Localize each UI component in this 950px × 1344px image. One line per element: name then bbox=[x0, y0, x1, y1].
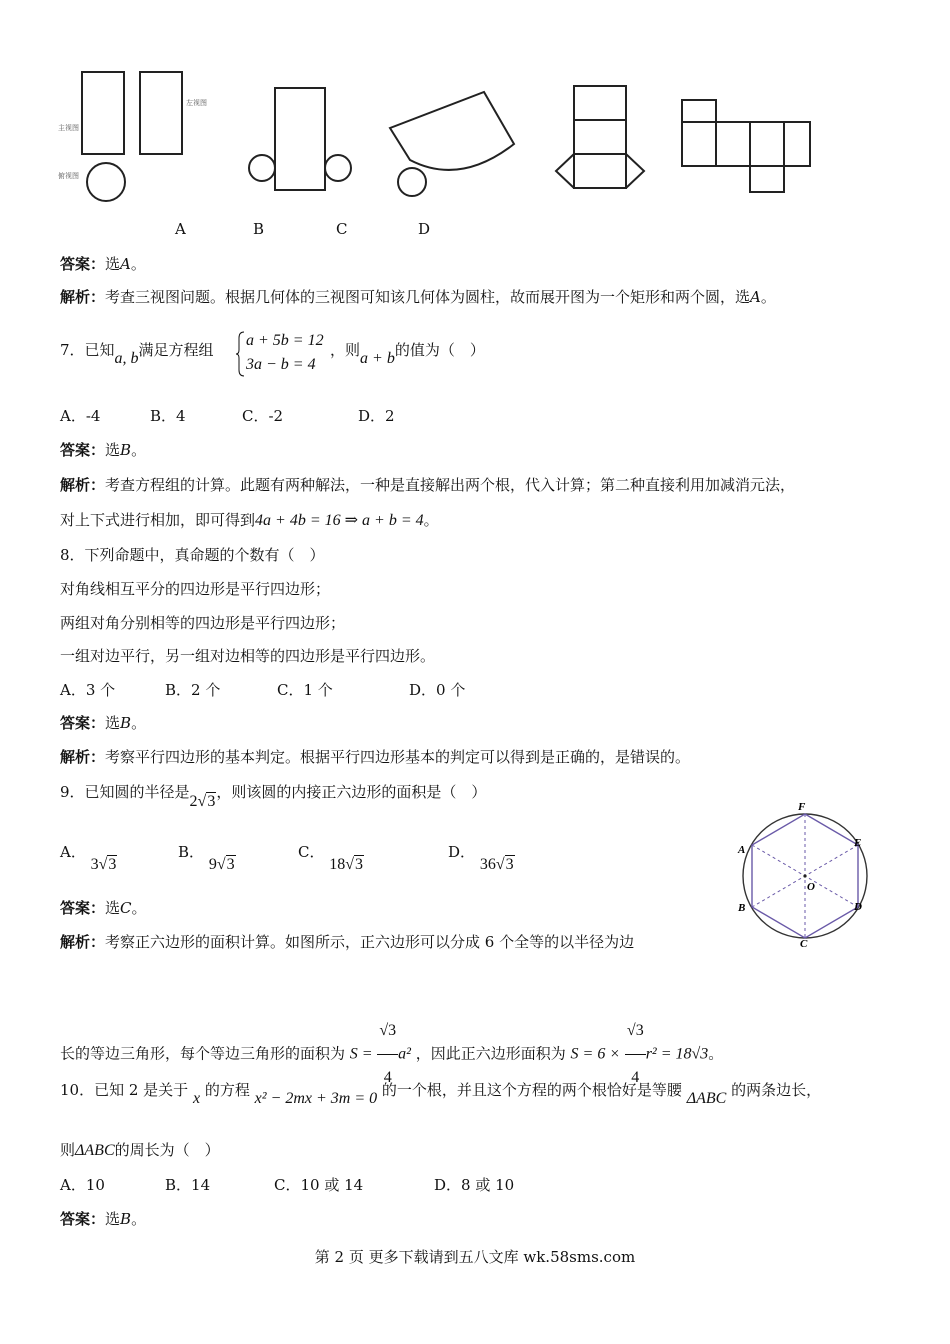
q9-option-b: B． 9√3 bbox=[178, 843, 235, 873]
q9-option-c: C． 18√3 bbox=[298, 843, 364, 873]
q8-option-c: C．1 个 bbox=[277, 681, 333, 699]
point-e: E bbox=[854, 837, 862, 849]
figure-label-d: D bbox=[418, 220, 431, 238]
q10-option-c: C．10 或 14 bbox=[274, 1176, 364, 1194]
q9-stem: 9．已知圆的半径是2√3，则该圆的内接正六边形的面积是（ ） bbox=[60, 783, 487, 810]
q9-option-a: A． 3√3 bbox=[60, 843, 117, 873]
figure-net-c bbox=[390, 92, 514, 196]
figure-label-b: B bbox=[253, 220, 265, 238]
point-a: A bbox=[738, 844, 746, 856]
q8-statement-1: 对角线相互平分的四边形是平行四边形； bbox=[60, 580, 331, 598]
point-b: B bbox=[738, 902, 746, 914]
brace-icon bbox=[236, 330, 246, 378]
figure-cube-net bbox=[682, 100, 810, 192]
q10-stem: 10．已知 2 是关于 x 的方程 x² − 2mx + 3m = 0 的一个根，并且这个方程的两个根恰好是等腰 ΔABC 的两条边长， bbox=[60, 1081, 822, 1107]
figure-net-d bbox=[556, 86, 644, 188]
figure-net-b bbox=[249, 88, 351, 190]
q9-answer: 答案：选C。 bbox=[60, 899, 147, 917]
q7-option-d: D．2 bbox=[358, 407, 395, 425]
point-c: C bbox=[800, 938, 808, 948]
q8-option-a: A．3 个 bbox=[60, 681, 116, 699]
figure-three-views bbox=[82, 72, 182, 201]
q7-answer: 答案：选B。 bbox=[60, 441, 147, 459]
q7-option-c: C．-2 bbox=[242, 407, 284, 425]
q8-statement-3: 一组对边平行，另一组对边相等的四边形是平行四边形。 bbox=[60, 647, 436, 665]
q9-analysis: 解析：考察正六边形的面积计算。如图所示，正六边形可以分成 6 个全等的以半径为边 bbox=[60, 933, 635, 951]
q7-option-a: A．-4 bbox=[60, 407, 101, 425]
q8-analysis: 解析：考察平行四边形的基本判定。根据平行四边形基本的判定可以得到是正确的，是错误的。 bbox=[60, 748, 691, 766]
q8-option-d: D．0 个 bbox=[409, 681, 466, 699]
q8-answer: 答案：选B。 bbox=[60, 714, 147, 732]
point-d: D bbox=[854, 901, 862, 913]
point-o: O bbox=[807, 881, 815, 893]
q9-analysis-line2: 长的等边三角形，每个等边三角形的面积为 S = $\frac{√3}{4}$ a² ，因此正六边形面积为 S = 6 × $\frac{√3}{4}$ r² = 18√3。 bbox=[60, 1008, 723, 1054]
q7-option-b: B．4 bbox=[150, 407, 186, 425]
q10-stem-line2: 则ΔABC的周长为（ ） bbox=[60, 1141, 220, 1159]
q8-option-b: B．2 个 bbox=[165, 681, 221, 699]
hexagon-figure bbox=[730, 798, 880, 948]
q7-analysis: 解析：考查方程组的计算。此题有两种解法，一种是直接解出两个根，代入计算；第二种直接利用加减消元法， bbox=[60, 476, 796, 494]
figure-label-a: A bbox=[175, 220, 186, 238]
q6-figures bbox=[50, 60, 820, 210]
q7-stem-tail: ，则a + b的值为（ ） bbox=[330, 341, 485, 367]
q6-analysis: 解析：考查三视图问题。根据几何体的三视图可知该几何体为圆柱，故而展开图为一个矩形和两个圆，选A。 bbox=[60, 288, 776, 306]
q10-option-d: D．8 或 10 bbox=[434, 1176, 515, 1194]
page-footer: 第 2 页 更多下载请到五八文库 wk.58sms.com bbox=[314, 1248, 636, 1266]
label-top-view: 俯视图 bbox=[58, 172, 79, 180]
point-f: F bbox=[798, 801, 806, 813]
figure-label-c: C bbox=[336, 220, 348, 238]
q10-option-b: B．14 bbox=[165, 1176, 211, 1194]
q7-eq2: 3a − b = 4 bbox=[246, 356, 316, 373]
q10-option-a: A．10 bbox=[60, 1176, 105, 1194]
q8-statement-2: 两组对角分别相等的四边形是平行四边形； bbox=[60, 614, 346, 632]
q9-option-d: D． 36√3 bbox=[448, 843, 514, 873]
q10-answer: 答案：选B。 bbox=[60, 1210, 147, 1228]
q6-answer: 答案：选A。 bbox=[60, 255, 146, 273]
q7-analysis-line2: 对上下式进行相加，即可得到4a + 4b = 16 ⇒ a + b = 4。 bbox=[60, 511, 439, 529]
q8-stem: 8．下列命题中，真命题的个数有（ ） bbox=[60, 546, 325, 564]
label-side-view: 左视图 bbox=[186, 99, 207, 107]
q7-eq1: a + 5b = 12 bbox=[246, 332, 324, 349]
q7-stem: 7．已知a, b满足方程组 bbox=[60, 341, 214, 367]
label-front-view: 主视图 bbox=[58, 124, 79, 132]
